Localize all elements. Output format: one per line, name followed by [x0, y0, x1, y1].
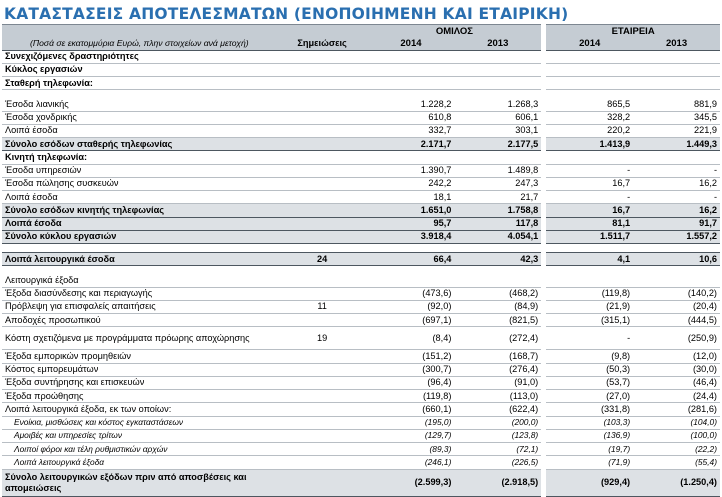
row-value: (24,4) — [633, 390, 720, 403]
row-value — [368, 90, 455, 99]
row-value: (140,2) — [633, 287, 720, 300]
row-label: Πρόβλεψη για επισφαλείς απαιτήσεις — [2, 300, 277, 313]
row-value: (20,4) — [633, 300, 720, 313]
row-note: 19 — [277, 327, 368, 350]
row-label: Ενοίκια, μισθώσεις και κόστος εγκαταστάσεων — [2, 416, 277, 429]
row-note — [277, 217, 368, 230]
row-note: 11 — [277, 300, 368, 313]
row-label — [2, 266, 277, 275]
row-value: (89,3) — [368, 443, 455, 456]
row-value: (129,7) — [368, 429, 455, 442]
row-value: (281,6) — [633, 403, 720, 416]
row-note — [277, 429, 368, 442]
row-value: 220,2 — [546, 124, 633, 137]
row-value: 610,8 — [368, 111, 455, 124]
row-value: (473,6) — [368, 287, 455, 300]
row-value — [368, 77, 455, 90]
row-value: 345,5 — [633, 111, 720, 124]
table-row — [2, 164, 720, 177]
row-value: (168,7) — [454, 350, 541, 363]
row-value: (100,0) — [633, 429, 720, 442]
row-value: 865,5 — [546, 98, 633, 111]
year-header: 2013 — [633, 37, 720, 50]
row-value: (468,2) — [454, 287, 541, 300]
row-label — [2, 244, 277, 253]
row-value: (123,8) — [454, 429, 541, 442]
row-value: - — [546, 327, 633, 350]
row-value — [546, 274, 633, 287]
row-value: - — [546, 164, 633, 177]
row-value: 3.918,4 — [368, 230, 455, 243]
row-value — [454, 151, 541, 164]
row-value: 95,7 — [368, 217, 455, 230]
table-row — [2, 443, 720, 456]
row-value: (55,4) — [633, 456, 720, 469]
table-row — [2, 253, 720, 266]
row-value: (119,8) — [368, 390, 455, 403]
row-value: (1.250,4) — [633, 469, 720, 496]
row-note — [277, 443, 368, 456]
row-value: (84,9) — [454, 300, 541, 313]
row-label — [2, 90, 277, 99]
row-note — [277, 469, 368, 496]
row-note — [277, 98, 368, 111]
row-value: (151,2) — [368, 350, 455, 363]
year-header: 2014 — [546, 37, 633, 50]
row-note — [277, 350, 368, 363]
table-row — [2, 416, 720, 429]
row-note — [277, 390, 368, 403]
row-value: 16,7 — [546, 204, 633, 217]
row-value — [546, 50, 633, 63]
row-note — [277, 138, 368, 151]
row-value: 81,1 — [546, 217, 633, 230]
table-row — [2, 151, 720, 164]
row-value: (71,9) — [546, 456, 633, 469]
header-group-row — [2, 25, 720, 38]
row-value: 1.390,7 — [368, 164, 455, 177]
row-note — [277, 403, 368, 416]
row-value: (200,0) — [454, 416, 541, 429]
row-value: 328,2 — [546, 111, 633, 124]
row-value: (821,5) — [454, 314, 541, 327]
row-value — [546, 63, 633, 76]
page-title: ΚΑΤΑΣΤΑΣΕΙΣ ΑΠΟΤΕΛΕΣΜΑΤΩΝ (ΕΝΟΠΟΙΗΜΕΝΗ ΚΑΙ ΕΤΑΙΡΙΚΗ) — [4, 5, 569, 23]
row-value: 1.489,8 — [454, 164, 541, 177]
row-value: 4,1 — [546, 253, 633, 266]
row-value: (103,3) — [546, 416, 633, 429]
row-value: (136,9) — [546, 429, 633, 442]
row-value: (2.599,3) — [368, 469, 455, 496]
row-value — [454, 63, 541, 76]
row-value: 2.177,5 — [454, 138, 541, 151]
row-value: (2.918,5) — [454, 469, 541, 496]
row-value — [633, 50, 720, 63]
row-value: (929,4) — [546, 469, 633, 496]
row-value: (226,5) — [454, 456, 541, 469]
row-label: Έξοδα προώθησης — [2, 390, 277, 403]
row-note — [277, 177, 368, 190]
row-label: Κύκλος εργασιών — [2, 63, 277, 76]
row-value: 4.054,1 — [454, 230, 541, 243]
table-row — [2, 191, 720, 204]
table-row — [2, 244, 720, 253]
row-value — [546, 90, 633, 99]
table-row — [2, 90, 720, 99]
row-label: Κόστη σχετιζόμενα με προγράμματα πρόωρης αποχώρησης — [2, 327, 277, 350]
row-value: (444,5) — [633, 314, 720, 327]
row-value: 1.557,2 — [633, 230, 720, 243]
company-header: ΕΤΑΙΡΕΙΑ — [546, 25, 720, 38]
row-value: 1.268,3 — [454, 98, 541, 111]
row-label: Έσοδα πώλησης συσκευών — [2, 177, 277, 190]
row-value: (697,1) — [368, 314, 455, 327]
row-value: (46,4) — [633, 376, 720, 389]
table-row — [2, 376, 720, 389]
row-value — [546, 244, 633, 253]
row-note — [277, 456, 368, 469]
row-value: (113,0) — [454, 390, 541, 403]
table-row — [2, 403, 720, 416]
row-value: 1.758,8 — [454, 204, 541, 217]
row-value — [633, 90, 720, 99]
row-label: Έσοδα υπηρεσιών — [2, 164, 277, 177]
table-row — [2, 50, 720, 63]
row-note — [277, 314, 368, 327]
row-value — [368, 50, 455, 63]
row-value — [633, 77, 720, 90]
row-value: (119,8) — [546, 287, 633, 300]
row-note — [277, 416, 368, 429]
row-value: (300,7) — [368, 363, 455, 376]
amounts-note-header: (Ποσά σε εκατομμύρια Ευρώ, πλην στοιχείων ανά μετοχή) — [2, 37, 277, 50]
row-value: (8,4) — [368, 327, 455, 350]
row-note — [277, 266, 368, 275]
row-note — [277, 244, 368, 253]
row-value — [454, 266, 541, 275]
row-label: Αποδοχές προσωπικού — [2, 314, 277, 327]
table-row — [2, 314, 720, 327]
row-value: (96,4) — [368, 376, 455, 389]
group-header: ΟΜΙΛΟΣ — [368, 25, 542, 38]
row-label: Λοιπά έσοδα — [2, 217, 277, 230]
row-value: (9,8) — [546, 350, 633, 363]
row-value: 303,1 — [454, 124, 541, 137]
table-row — [2, 390, 720, 403]
row-value: 16,2 — [633, 204, 720, 217]
table-body — [2, 50, 720, 496]
notes-column-header: Σημειώσεις — [277, 37, 368, 50]
row-value: - — [633, 191, 720, 204]
row-value: 332,7 — [368, 124, 455, 137]
row-note — [277, 274, 368, 287]
row-value: 21,7 — [454, 191, 541, 204]
row-note — [277, 376, 368, 389]
row-note — [277, 124, 368, 137]
row-value: 221,9 — [633, 124, 720, 137]
row-note — [277, 90, 368, 99]
row-value: (331,8) — [546, 403, 633, 416]
row-value: 242,2 — [368, 177, 455, 190]
row-value: 42,3 — [454, 253, 541, 266]
row-value: (622,4) — [454, 403, 541, 416]
row-label: Σύνολο εσόδων κινητής τηλεφωνίας — [2, 204, 277, 217]
row-value — [633, 151, 720, 164]
row-label: Σύνολο λειτουργικών εξόδων πριν από αποσβέσεις και απομειώσεις — [2, 469, 277, 496]
table-row — [2, 287, 720, 300]
row-note — [277, 363, 368, 376]
row-value: (92,0) — [368, 300, 455, 313]
row-value: 1.449,3 — [633, 138, 720, 151]
table-row — [2, 217, 720, 230]
row-value: 117,8 — [454, 217, 541, 230]
row-label: Λοιπά έσοδα — [2, 124, 277, 137]
row-note — [277, 151, 368, 164]
row-value — [633, 266, 720, 275]
row-label: Λοιπά έσοδα — [2, 191, 277, 204]
row-value — [368, 63, 455, 76]
row-value: - — [633, 164, 720, 177]
row-value: 1.511,7 — [546, 230, 633, 243]
row-note — [277, 230, 368, 243]
row-label: Σταθερή τηλεφωνία: — [2, 77, 277, 90]
table-row — [2, 124, 720, 137]
row-note — [277, 50, 368, 63]
table-row — [2, 138, 720, 151]
row-value: (30,0) — [633, 363, 720, 376]
row-label: Αμοιβές και υπηρεσίες τρίτων — [2, 429, 277, 442]
row-label: Έσοδα χονδρικής — [2, 111, 277, 124]
table-row — [2, 429, 720, 442]
table-row — [2, 77, 720, 90]
row-value: 91,7 — [633, 217, 720, 230]
row-value: 1.651,0 — [368, 204, 455, 217]
row-value: 16,7 — [546, 177, 633, 190]
row-label: Έξοδα διασύνδεσης και περιαγωγής — [2, 287, 277, 300]
table-row — [2, 350, 720, 363]
row-value: (53,7) — [546, 376, 633, 389]
row-label: Έξοδα εμπορικών προμηθειών — [2, 350, 277, 363]
table-row — [2, 469, 720, 496]
table-row — [2, 363, 720, 376]
row-note — [277, 287, 368, 300]
row-value: 606,1 — [454, 111, 541, 124]
table-row — [2, 274, 720, 287]
table-row — [2, 230, 720, 243]
row-label: Συνεχιζόμενες δραστηριότητες — [2, 50, 277, 63]
row-note — [277, 63, 368, 76]
table-row — [2, 177, 720, 190]
row-value — [546, 266, 633, 275]
row-value: 16,2 — [633, 177, 720, 190]
row-value — [546, 151, 633, 164]
row-value: 10,6 — [633, 253, 720, 266]
row-note — [277, 164, 368, 177]
row-value: (660,1) — [368, 403, 455, 416]
row-value: (27,0) — [546, 390, 633, 403]
row-label: Λειτουργικά έξοδα — [2, 274, 277, 287]
row-value: - — [546, 191, 633, 204]
row-value — [454, 77, 541, 90]
table-row — [2, 111, 720, 124]
row-label: Έσοδα λιανικής — [2, 98, 277, 111]
row-value — [454, 50, 541, 63]
row-value: 1.228,2 — [368, 98, 455, 111]
row-label: Έξοδα συντήρησης και επισκευών — [2, 376, 277, 389]
row-value: (19,7) — [546, 443, 633, 456]
row-label: Λοιπά λειτουργικά έξοδα, εκ των οποίων: — [2, 403, 277, 416]
row-label: Κόστος εμπορευμάτων — [2, 363, 277, 376]
row-value: (250,9) — [633, 327, 720, 350]
row-value: (91,0) — [454, 376, 541, 389]
row-note: 24 — [277, 253, 368, 266]
row-label: Σύνολο εσόδων σταθερής τηλεφωνίας — [2, 138, 277, 151]
row-label: Λοιπά λειτουργικά έξοδα — [2, 456, 277, 469]
row-value: 2.171,7 — [368, 138, 455, 151]
row-value: 881,9 — [633, 98, 720, 111]
row-value — [633, 63, 720, 76]
row-value: 18,1 — [368, 191, 455, 204]
row-value: (246,1) — [368, 456, 455, 469]
row-value — [368, 274, 455, 287]
row-value: (195,0) — [368, 416, 455, 429]
table-row — [2, 63, 720, 76]
header-years-row — [2, 37, 720, 50]
row-value: 1.413,9 — [546, 138, 633, 151]
table-row — [2, 204, 720, 217]
row-value: (276,4) — [454, 363, 541, 376]
row-note — [277, 77, 368, 90]
row-value: (50,3) — [546, 363, 633, 376]
row-label: Σύνολο κύκλου εργασιών — [2, 230, 277, 243]
row-value — [454, 244, 541, 253]
income-statement-table — [2, 24, 720, 497]
year-header: 2013 — [454, 37, 541, 50]
table-row — [2, 98, 720, 111]
row-value: (22,2) — [633, 443, 720, 456]
row-value — [454, 90, 541, 99]
row-note — [277, 204, 368, 217]
row-note — [277, 191, 368, 204]
table-row — [2, 300, 720, 313]
row-value: (272,4) — [454, 327, 541, 350]
row-value — [368, 266, 455, 275]
row-value: 247,3 — [454, 177, 541, 190]
table-row — [2, 266, 720, 275]
row-value: (315,1) — [546, 314, 633, 327]
table-row — [2, 456, 720, 469]
row-value: (104,0) — [633, 416, 720, 429]
row-label: Κινητή τηλεφωνία: — [2, 151, 277, 164]
row-value: 66,4 — [368, 253, 455, 266]
row-note — [277, 111, 368, 124]
row-label: Λοιποί φόροι και τέλη ρυθμιστικών αρχών — [2, 443, 277, 456]
row-value: (72,1) — [454, 443, 541, 456]
row-value — [633, 244, 720, 253]
table-row — [2, 327, 720, 350]
row-value — [633, 274, 720, 287]
row-value — [368, 244, 455, 253]
row-value — [546, 77, 633, 90]
year-header: 2014 — [368, 37, 455, 50]
row-value: (12,0) — [633, 350, 720, 363]
row-value: (21,9) — [546, 300, 633, 313]
row-value — [368, 151, 455, 164]
row-value — [454, 274, 541, 287]
row-label: Λοιπά λειτουργικά έσοδα — [2, 253, 277, 266]
